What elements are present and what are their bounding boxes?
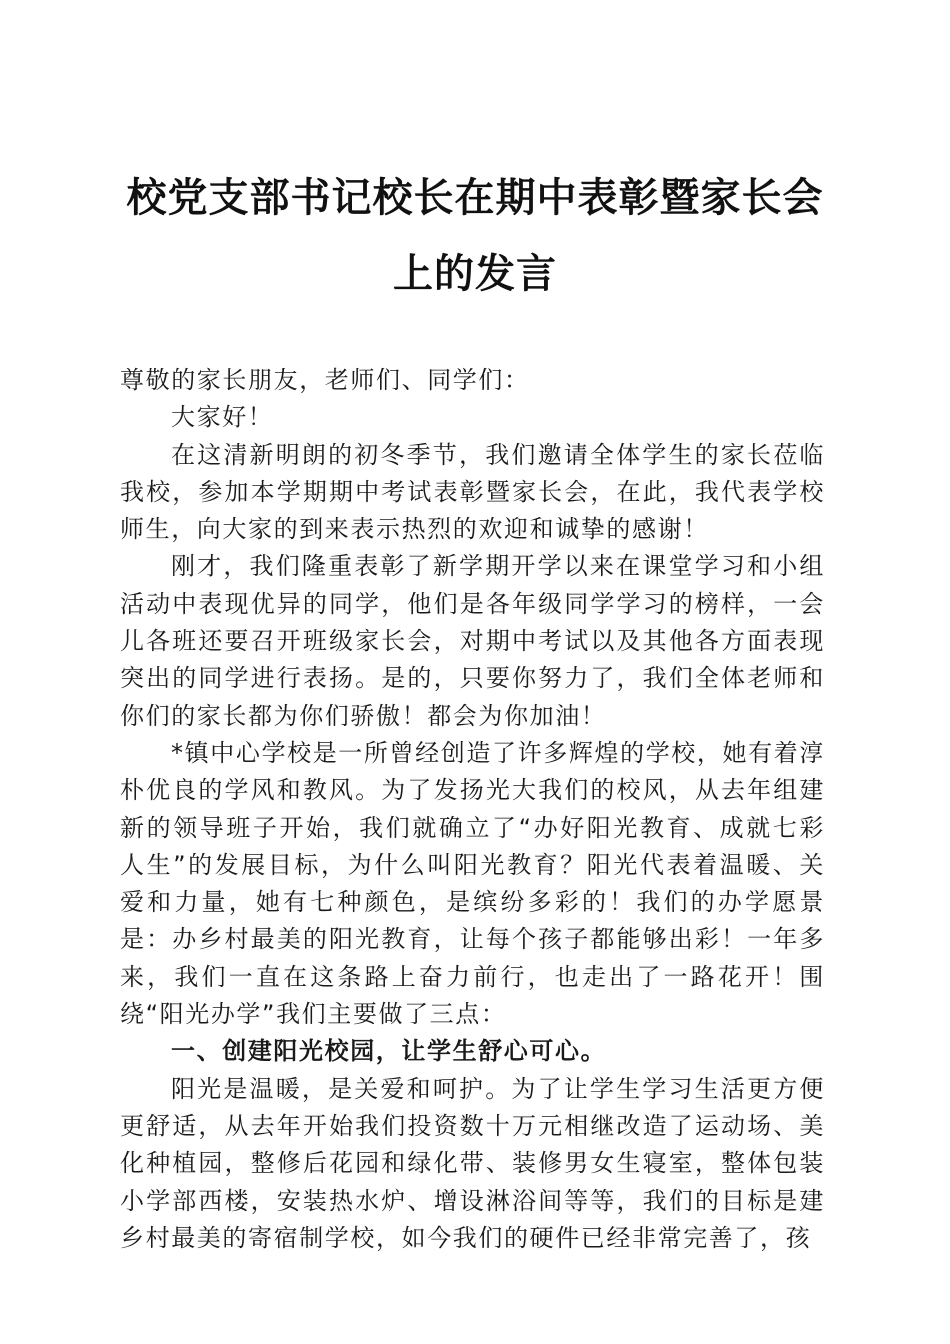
paragraph: 在这清新明朗的初冬季节，我们邀请全体学生的家长莅临我校，参加本学期期中考试表彰暨家长会，在此，我代表学校师生，向大家的到来表示热烈的欢迎和诚挚的感谢！ — [120, 440, 825, 544]
paragraph: *镇中心学校是一所曾经创造了许多辉煌的学校，她有着淳朴优良的学风和教风。为了发扬光大我们的校风，从去年组建新的领导班子开始，我们就确立了“办好阳光教育、成就七彩人生”的发展目标，为什么叫阳光教育？阳光代表着温暖、关爱和力量，她有七种颜色，是缤纷多彩的！我们的办学愿景是：办乡村最美的阳光教育，让每个孩子都能够出彩！一年多来，我们一直在这条路上奋力前行，也走出了一路花开！围绕“阳光办学”我们主要做了三点： — [120, 738, 825, 1029]
paragraph: 阳光是温暖，是关爱和呵护。为了让学生学习生活更方便更舒适，从去年开始我们投资数十万元相继改造了运动场、美化种植园，整修后花园和绿化带、装修男女生寝室，整体包装小学部西楼，安装热水炉、增设淋浴间等等，我们的目标是建乡村最美的寄宿制学校，如今我们的硬件已经非常完善了，孩 — [120, 1074, 825, 1252]
salutation: 尊敬的家长朋友，老师们、同学们： — [120, 366, 530, 394]
document-body — [120, 362, 825, 1257]
greeting: 大家好！ — [171, 403, 274, 432]
document-title: 校党支部书记校长在期中表彰暨家长会上的发言 — [126, 174, 824, 297]
section-heading: 一、创建阳光校园，让学生舒心可心。 — [171, 1037, 607, 1066]
paragraph: 刚才，我们隆重表彰了新学期开学以来在课堂学习和小组活动中表现优异的同学，他们是各年级同学学习的榜样，一会儿各班还要召开班级家长会，对期中考试以及其他各方面表现突出的同学进行表扬。是的，只要你努力了，我们全体老师和你们的家长都为你们骄傲！都会为你加油！ — [120, 552, 825, 730]
